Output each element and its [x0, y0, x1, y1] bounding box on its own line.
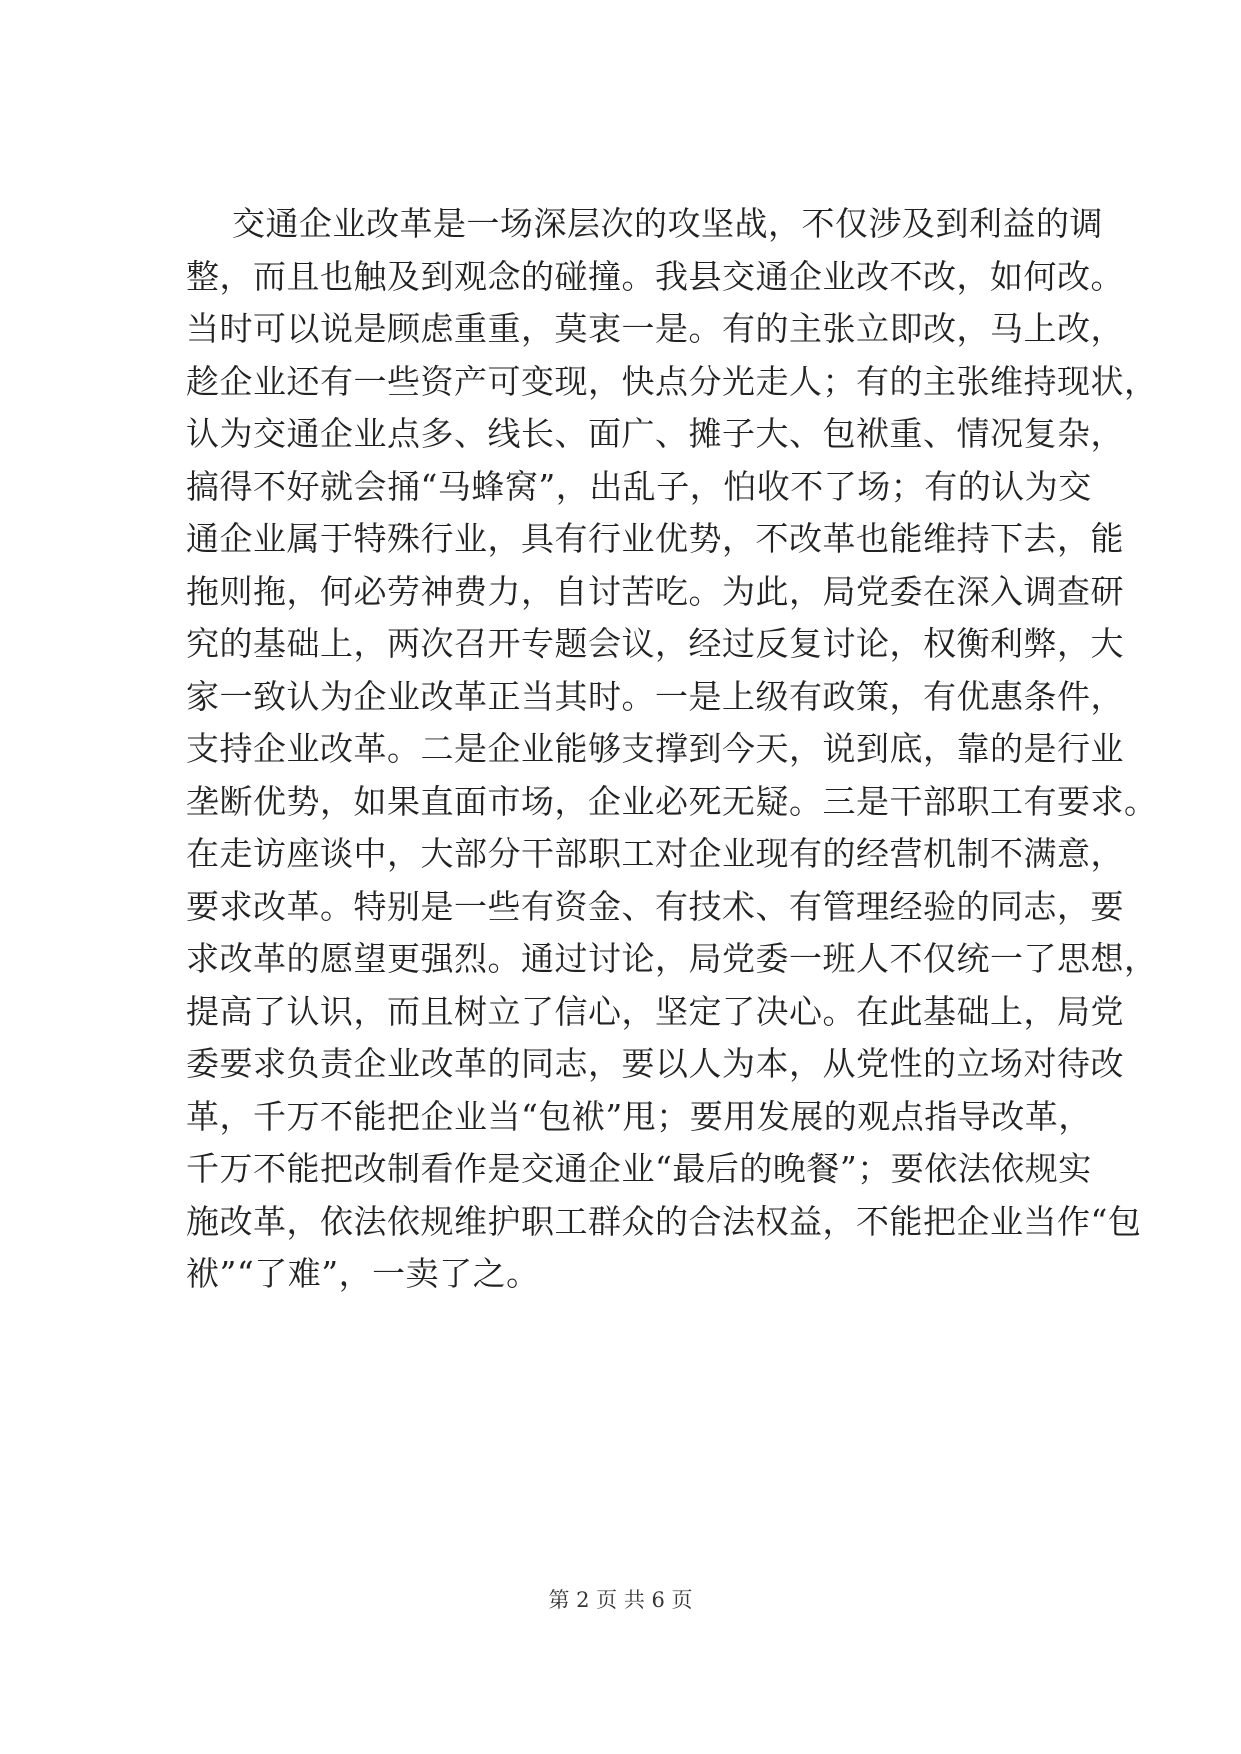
paragraph-line-13: 在走访座谈中，大部分干部职工对企业现有的经营机制不满意， — [186, 834, 1124, 873]
paragraph-line-14: 要求改革。特别是一些有资金、有技术、有管理经验的同志，要 — [186, 886, 1124, 926]
page-footer — [0, 1586, 1241, 1614]
page-number-label: 第 2 页 共 6 页 — [548, 1588, 693, 1612]
paragraph-line-5: 认为交通企业点多、线长、面广、摊子大、包袱重、情况复杂， — [186, 414, 1124, 453]
paragraph-line-6: 搞得不好就会捅“马蜂窝”，出乱子，怕收不了场；有的认为交 — [186, 466, 1092, 506]
paragraph-line-21: 袱”“了难”，一卖了之。 — [186, 1254, 540, 1293]
paragraph-line-11: 支持企业改革。二是企业能够支撑到今天，说到底，靠的是行业 — [186, 729, 1124, 768]
body-paragraph — [186, 198, 1158, 1301]
paragraph-line-18: 革，千万不能把企业当“包袱”甩；要用发展的观点指导改革， — [186, 1096, 1092, 1136]
paragraph-line-4: 趁企业还有一些资产可变现，快点分光走人；有的主张维持现状， — [186, 361, 1158, 401]
paragraph-line-7: 通企业属于特殊行业，具有行业优势，不改革也能维持下去，能 — [186, 519, 1124, 558]
paragraph-line-2: 整，而且也触及到观念的碰撞。我县交通企业改不改，如何改。 — [186, 256, 1124, 296]
paragraph-line-12: 垄断优势，如果直面市场，企业必死无疑。三是干部职工有要求。 — [186, 781, 1158, 821]
paragraph-line-19: 千万不能把改制看作是交通企业“最后的晚餐”；要依法依规实 — [186, 1149, 1092, 1188]
paragraph-line-10: 家一致认为企业改革正当其时。一是上级有政策，有优惠条件， — [186, 676, 1124, 716]
paragraph-line-8: 拖则拖，何必劳神费力，自讨苦吃。为此，局党委在深入调查研 — [186, 571, 1124, 611]
paragraph-line-17: 委要求负责企业改革的同志，要以人为本，从党性的立场对待改 — [186, 1044, 1124, 1083]
paragraph-line-3: 当时可以说是顾虑重重，莫衷一是。有的主张立即改，马上改， — [186, 309, 1124, 348]
paragraph-line-15: 求改革的愿望更强烈。通过讨论，局党委一班人不仅统一了思想， — [186, 939, 1158, 978]
paragraph-line-16: 提高了认识，而且树立了信心，坚定了决心。在此基础上，局党 — [186, 991, 1124, 1031]
paragraph-line-1: 交通企业改革是一场深层次的攻坚战，不仅涉及到利益的调 — [232, 204, 1103, 243]
paragraph-line-20: 施改革，依法依规维护职工群众的合法权益，不能把企业当作“包 — [186, 1201, 1142, 1241]
paragraph-line-9: 究的基础上，两次召开专题会议，经过反复讨论，权衡利弊，大 — [186, 624, 1124, 663]
